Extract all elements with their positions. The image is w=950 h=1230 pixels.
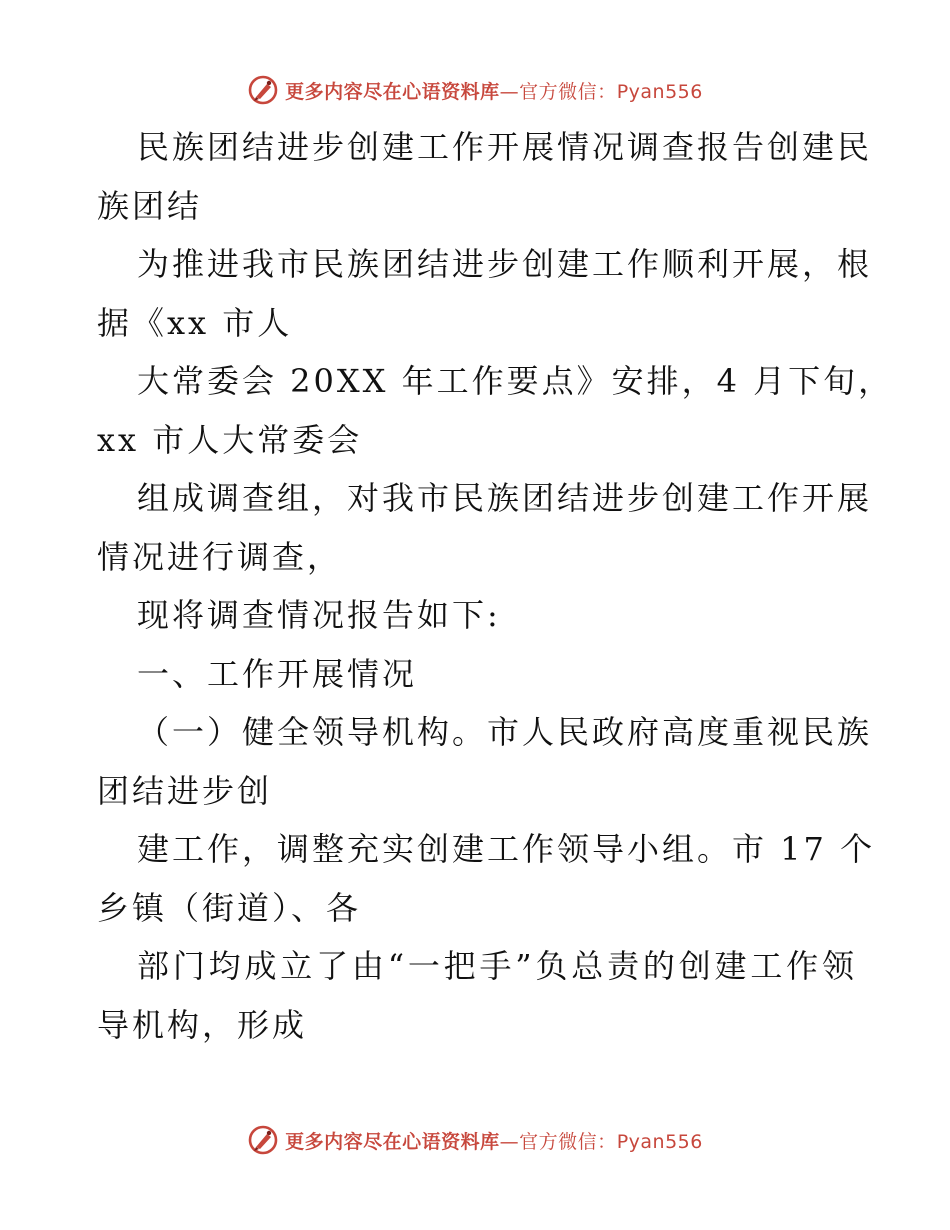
text-line: （一）健全领导机构。市人民政府高度重视民族: [137, 713, 873, 751]
text-line: 建工作，调整充实创建工作领导小组。市 17 个: [137, 830, 876, 868]
text-line: 导机构，形成: [97, 1005, 308, 1044]
text-line: 乡镇（街道）、各: [97, 888, 362, 927]
footer-watermark: [0, 1120, 950, 1160]
text-line: 族团结: [97, 186, 203, 225]
footer-separator: —: [499, 1130, 520, 1153]
text-line: 团结进步创: [97, 771, 273, 810]
text-line: 一、工作开展情况: [137, 654, 418, 693]
footer-contact-id: Pyan556: [616, 1130, 703, 1153]
header-contact-id: Pyan556: [616, 80, 703, 103]
text-line: 部门均成立了由“一把手”负总责的创建工作领: [137, 947, 857, 985]
text-line: 大常委会 20XX 年工作要点》安排，4 月下旬，: [137, 362, 894, 400]
text-line: 据《xx 市人: [97, 303, 293, 342]
text-line: 组成调查组，对我市民族团结进步创建工作开展: [137, 479, 873, 517]
pen-logo-icon: [247, 74, 279, 106]
footer-contact-label: 官方微信：: [519, 1130, 617, 1153]
text-line: xx 市人大常委会: [97, 420, 363, 459]
text-line: 现将调查情况报告如下:: [137, 596, 501, 634]
header-watermark: [0, 70, 950, 110]
text-line: 为推进我市民族团结进步创建工作顺利开展，根: [137, 245, 873, 283]
header-separator: —: [499, 80, 520, 103]
header-contact-label: 官方微信：: [519, 80, 617, 103]
pen-logo-icon: [247, 1124, 279, 1156]
text-line: 民族团结进步创建工作开展情况调查报告创建民: [137, 128, 873, 166]
text-line: 情况进行调查，: [97, 537, 343, 576]
document-body: [97, 118, 894, 1054]
footer-brand: 更多内容尽在心语资料库: [285, 1130, 500, 1153]
header-brand: 更多内容尽在心语资料库: [285, 80, 500, 103]
